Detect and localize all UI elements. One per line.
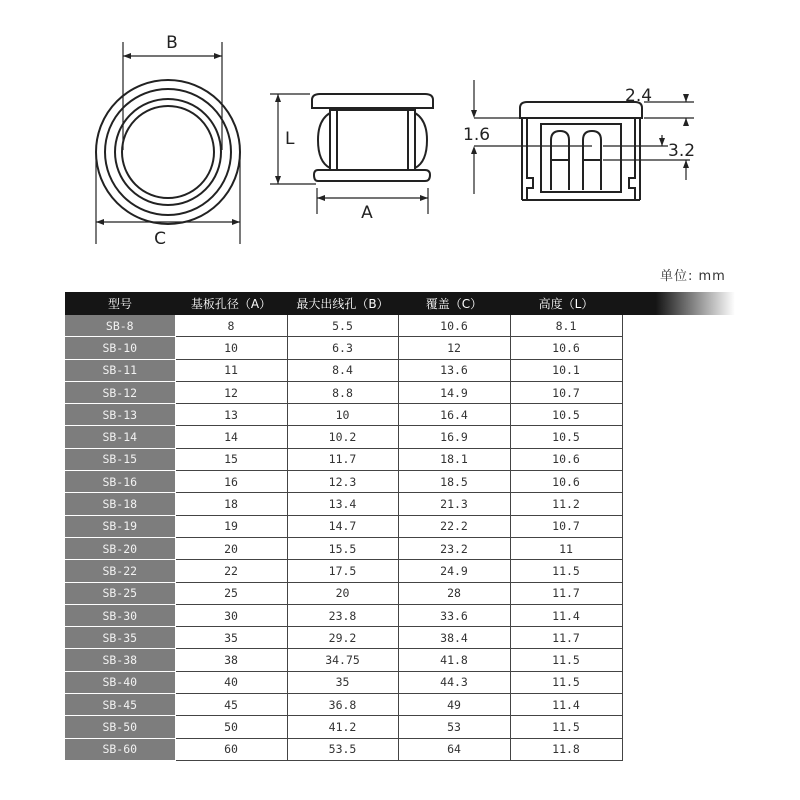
table-row — [65, 716, 735, 738]
cell-height: 11.8 — [510, 738, 622, 760]
cell-model: SB-18 — [65, 493, 175, 515]
cell-max-outlet: 36.8 — [287, 694, 398, 716]
table-spacer — [622, 359, 735, 381]
cell-max-outlet: 53.5 — [287, 738, 398, 760]
cell-cover: 14.9 — [398, 381, 510, 403]
table-row — [65, 426, 735, 448]
cell-height: 10.6 — [510, 337, 622, 359]
cell-height: 10.7 — [510, 381, 622, 403]
cell-height: 10.5 — [510, 426, 622, 448]
label-b: B — [166, 33, 178, 53]
cell-model: SB-50 — [65, 716, 175, 738]
table-header-row — [65, 292, 735, 315]
cell-model: SB-15 — [65, 448, 175, 470]
table-row — [65, 560, 735, 582]
side-view-drawing — [312, 94, 433, 181]
cell-height: 11.5 — [510, 671, 622, 693]
cell-model: SB-40 — [65, 671, 175, 693]
table-spacer — [622, 426, 735, 448]
cell-model: SB-16 — [65, 471, 175, 493]
cell-cover: 16.4 — [398, 404, 510, 426]
label-a: A — [361, 203, 373, 223]
inner-ring-circle — [115, 99, 221, 205]
cell-hole-diameter: 40 — [175, 671, 287, 693]
cell-height: 11.7 — [510, 582, 622, 604]
cell-max-outlet: 11.7 — [287, 448, 398, 470]
cell-hole-diameter: 38 — [175, 649, 287, 671]
table-spacer — [622, 560, 735, 582]
cell-height: 11.4 — [510, 694, 622, 716]
cell-cover: 28 — [398, 582, 510, 604]
cell-hole-diameter: 30 — [175, 604, 287, 626]
cell-cover: 16.9 — [398, 426, 510, 448]
outer-ring-circle — [96, 80, 240, 224]
cell-max-outlet: 20 — [287, 582, 398, 604]
cell-hole-diameter: 12 — [175, 381, 287, 403]
table-row — [65, 448, 735, 470]
cell-cover: 18.5 — [398, 471, 510, 493]
cell-cover: 12 — [398, 337, 510, 359]
cell-cover: 44.3 — [398, 671, 510, 693]
cell-height: 10.6 — [510, 471, 622, 493]
cell-hole-diameter: 50 — [175, 716, 287, 738]
technical-drawings — [0, 0, 800, 260]
cell-cover: 21.3 — [398, 493, 510, 515]
cell-max-outlet: 41.2 — [287, 716, 398, 738]
cell-model: SB-10 — [65, 337, 175, 359]
cell-max-outlet: 5.5 — [287, 315, 398, 337]
table-row — [65, 582, 735, 604]
table-spacer — [622, 738, 735, 760]
cell-hole-diameter: 18 — [175, 493, 287, 515]
bore-circle — [122, 106, 214, 198]
cell-cover: 22.2 — [398, 515, 510, 537]
table-row — [65, 738, 735, 760]
table-row — [65, 359, 735, 381]
cell-hole-diameter: 35 — [175, 627, 287, 649]
cell-cover: 23.2 — [398, 537, 510, 559]
table-spacer — [622, 627, 735, 649]
cell-max-outlet: 17.5 — [287, 560, 398, 582]
cell-max-outlet: 8.8 — [287, 381, 398, 403]
cell-max-outlet: 23.8 — [287, 604, 398, 626]
cell-height: 11.7 — [510, 627, 622, 649]
table-row — [65, 537, 735, 559]
cell-cover: 53 — [398, 716, 510, 738]
table-spacer — [622, 537, 735, 559]
table-spacer — [622, 649, 735, 671]
table-row — [65, 627, 735, 649]
cell-height: 11.4 — [510, 604, 622, 626]
cell-height: 8.1 — [510, 315, 622, 337]
cell-hole-diameter: 16 — [175, 471, 287, 493]
cell-height: 11.5 — [510, 560, 622, 582]
cell-model: SB-22 — [65, 560, 175, 582]
label-1-6: 1.6 — [463, 125, 491, 145]
table-spacer — [622, 471, 735, 493]
header-height: 高度（L） — [510, 292, 622, 315]
table-spacer — [622, 604, 735, 626]
cell-model: SB-8 — [65, 315, 175, 337]
cell-height: 11 — [510, 537, 622, 559]
cell-cover: 24.9 — [398, 560, 510, 582]
table-spacer — [622, 716, 735, 738]
table-spacer — [622, 404, 735, 426]
cell-cover: 49 — [398, 694, 510, 716]
header-fade — [622, 292, 735, 315]
table-spacer — [622, 694, 735, 716]
table-spacer — [622, 315, 735, 337]
cell-model: SB-25 — [65, 582, 175, 604]
table-spacer — [622, 448, 735, 470]
cell-max-outlet: 14.7 — [287, 515, 398, 537]
label-l: L — [285, 129, 295, 149]
label-2-4: 2.4 — [625, 86, 653, 106]
label-c: C — [154, 229, 166, 249]
label-3-2: 3.2 — [668, 141, 696, 161]
cell-height: 11.5 — [510, 716, 622, 738]
cell-model: SB-30 — [65, 604, 175, 626]
table-body — [65, 315, 735, 760]
header-hole-diameter: 基板孔径（A） — [175, 292, 287, 315]
table-spacer — [622, 337, 735, 359]
cell-cover: 38.4 — [398, 627, 510, 649]
header-cover: 覆盖（C） — [398, 292, 510, 315]
spec-table — [65, 292, 735, 761]
cell-model: SB-19 — [65, 515, 175, 537]
table-row — [65, 604, 735, 626]
cell-hole-diameter: 14 — [175, 426, 287, 448]
cell-cover: 64 — [398, 738, 510, 760]
table-row — [65, 381, 735, 403]
cell-hole-diameter: 10 — [175, 337, 287, 359]
cell-max-outlet: 29.2 — [287, 627, 398, 649]
table-row — [65, 515, 735, 537]
cell-hole-diameter: 25 — [175, 582, 287, 604]
cell-hole-diameter: 60 — [175, 738, 287, 760]
cell-hole-diameter: 45 — [175, 694, 287, 716]
cell-hole-diameter: 20 — [175, 537, 287, 559]
cell-hole-diameter: 22 — [175, 560, 287, 582]
table-row — [65, 694, 735, 716]
cell-max-outlet: 13.4 — [287, 493, 398, 515]
cell-max-outlet: 10 — [287, 404, 398, 426]
cell-model: SB-11 — [65, 359, 175, 381]
cell-hole-diameter: 15 — [175, 448, 287, 470]
cell-cover: 13.6 — [398, 359, 510, 381]
unit-label: 单位: mm — [660, 269, 726, 284]
section-view-drawing — [520, 102, 642, 200]
table-row — [65, 493, 735, 515]
table-row — [65, 315, 735, 337]
cell-cover: 41.8 — [398, 649, 510, 671]
cell-height: 10.5 — [510, 404, 622, 426]
table-row — [65, 337, 735, 359]
cell-model: SB-60 — [65, 738, 175, 760]
cell-hole-diameter: 11 — [175, 359, 287, 381]
table-spacer — [622, 582, 735, 604]
cell-cover: 33.6 — [398, 604, 510, 626]
cell-max-outlet: 35 — [287, 671, 398, 693]
cell-max-outlet: 10.2 — [287, 426, 398, 448]
cell-model: SB-35 — [65, 627, 175, 649]
cell-height: 10.6 — [510, 448, 622, 470]
table-spacer — [622, 381, 735, 403]
cell-model: SB-14 — [65, 426, 175, 448]
cell-hole-diameter: 13 — [175, 404, 287, 426]
cell-max-outlet: 8.4 — [287, 359, 398, 381]
cell-model: SB-45 — [65, 694, 175, 716]
cell-cover: 10.6 — [398, 315, 510, 337]
top-view-drawing — [96, 80, 240, 224]
cell-model: SB-38 — [65, 649, 175, 671]
cell-height: 11.5 — [510, 649, 622, 671]
cell-max-outlet: 6.3 — [287, 337, 398, 359]
cell-cover: 18.1 — [398, 448, 510, 470]
cell-height: 10.1 — [510, 359, 622, 381]
cell-height: 10.7 — [510, 515, 622, 537]
header-model: 型号 — [65, 292, 175, 315]
cell-height: 11.2 — [510, 493, 622, 515]
table-row — [65, 404, 735, 426]
cell-model: SB-12 — [65, 381, 175, 403]
table-spacer — [622, 515, 735, 537]
cell-hole-diameter: 8 — [175, 315, 287, 337]
cell-max-outlet: 15.5 — [287, 537, 398, 559]
table-spacer — [622, 493, 735, 515]
table-row — [65, 649, 735, 671]
cell-hole-diameter: 19 — [175, 515, 287, 537]
table-row — [65, 471, 735, 493]
table-spacer — [622, 671, 735, 693]
header-max-outlet: 最大出线孔（B） — [287, 292, 398, 315]
cell-model: SB-20 — [65, 537, 175, 559]
cell-max-outlet: 12.3 — [287, 471, 398, 493]
cell-max-outlet: 34.75 — [287, 649, 398, 671]
ring-middle-circle — [105, 89, 231, 215]
cell-model: SB-13 — [65, 404, 175, 426]
table-row — [65, 671, 735, 693]
